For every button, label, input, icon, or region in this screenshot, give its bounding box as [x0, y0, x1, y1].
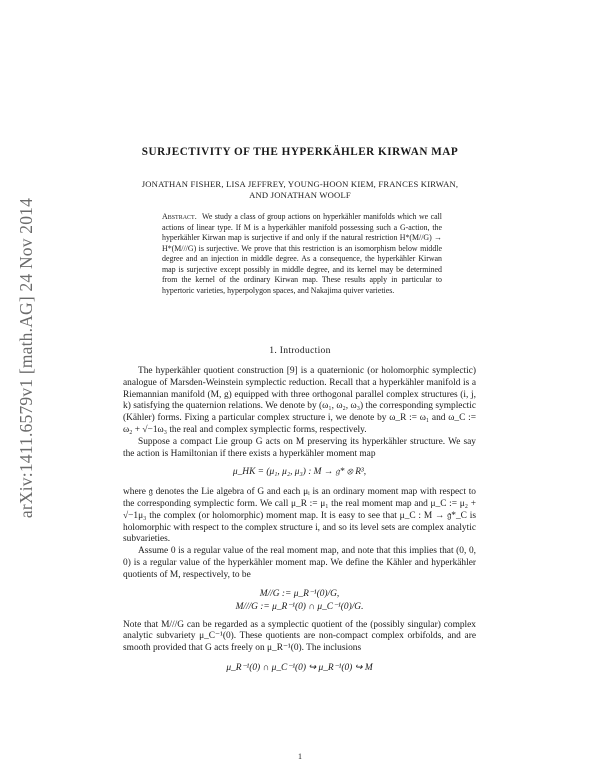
abstract	[162, 212, 442, 296]
body-text	[123, 366, 476, 675]
equation-hyperkahler-quotient: M///G := μ_R⁻¹(0) ∩ μ_C⁻¹(0)/G.	[235, 601, 364, 612]
authors-line-1: JONATHAN FISHER, LISA JEFFREY, YOUNG-HOON KIEM, FRANCES KIRWAN,	[141, 179, 459, 189]
paragraph-3: where 𝔤 denotes the Lie algebra of G and each μᵢ is an ordinary moment map with respect to the corresponding symplectic form. We call μ_R := μ₁ the real moment map and μ_C := μ₂ + √−1μ₃ the complex (or holomorphic) moment map. It is easy to see that μ_C : M → 𝔤*_C is holomorphic with respect to the complex structure i, and so its level sets are complex analytic subvarieties.	[123, 487, 476, 545]
page-number: 1	[298, 752, 302, 761]
paragraph-4: Assume 0 is a regular value of the real moment map, and note that this implies that (0, 0, 0) is a regular value of the hyperkähler moment map. We define the Kähler and hyperkähler quotients of M, respectively, to be	[123, 546, 476, 580]
paper-title: SURJECTIVITY OF THE HYPERKÄHLER KIRWAN MAP	[141, 146, 459, 158]
abstract-text: We study a class of group actions on hyperkähler manifolds which we call actions of linear type. If M is a hyperkähler manifold possessing such a G-action, the hyperkähler Kirwan map is surjective if and only if the natural restriction H*(M//G) → H*(M///G) is surjective. We prove that this restriction is an isomorphism below middle degree and an injection in middle degree. As a consequence, the hyperkähler Kirwan map is surjective except possibly in middle degree, and its kernel may be determined from the kernel of the ordinary Kirwan map. These results apply in particular to hypertoric varieties, hyperpolygon spaces, and Nakajima quiver varieties.	[162, 212, 442, 295]
equation-moment-map: μ_HK = (μ₁, μ₂, μ₃) : M → 𝔤* ⊗ R³,	[232, 467, 367, 478]
authors	[0, 179, 600, 200]
authors-line-2: AND JONATHAN WOOLF	[249, 189, 351, 200]
equation-quotients	[123, 588, 476, 614]
paragraph-1: The hyperkähler quotient construction [9] is a quaternionic (or holomorphic symplectic) analogue of Marsden-Weinstein symplectic reduction. Recall that a hyperkähler manifold is a Riemannian manifold (M, g) equipped with three orthogonal parallel complex structures (i, j, k) satisfying the quaternion relations. We denote by (ω₁, ω₂, ω₃) the corresponding symplectic (Kähler) forms. Fixing a particular complex structure i, we denote by ω_R := ω₁ and ω_C := ω₂ + √−1ω₃ the real and complex symplectic forms, respectively.	[123, 366, 476, 435]
equation-kahler-quotient: M//G := μ_R⁻¹(0)/G,	[259, 588, 340, 599]
equation-inclusions: μ_R⁻¹(0) ∩ μ_C⁻¹(0) ↪ μ_R⁻¹(0) ↪ M	[226, 662, 373, 673]
section-heading: 1. Introduction	[269, 345, 331, 356]
paragraph-2: Suppose a compact Lie group G acts on M preserving its hyperkähler structure. We say the action is Hamiltonian if there exists a hyperkähler moment map	[123, 436, 476, 459]
abstract-label: Abstract.	[162, 212, 197, 221]
paragraph-5: Note that M///G can be regarded as a symplectic quotient of the (possibly singular) complex analytic subvariety μ_C⁻¹(0). These quotients are non-compact complex orbifolds, and are smooth provided that G acts freely on μ_R⁻¹(0). The inclusions	[123, 619, 476, 654]
arxiv-stamp: arXiv:1411.6579v1 [math.AG] 24 Nov 2014	[16, 197, 36, 519]
